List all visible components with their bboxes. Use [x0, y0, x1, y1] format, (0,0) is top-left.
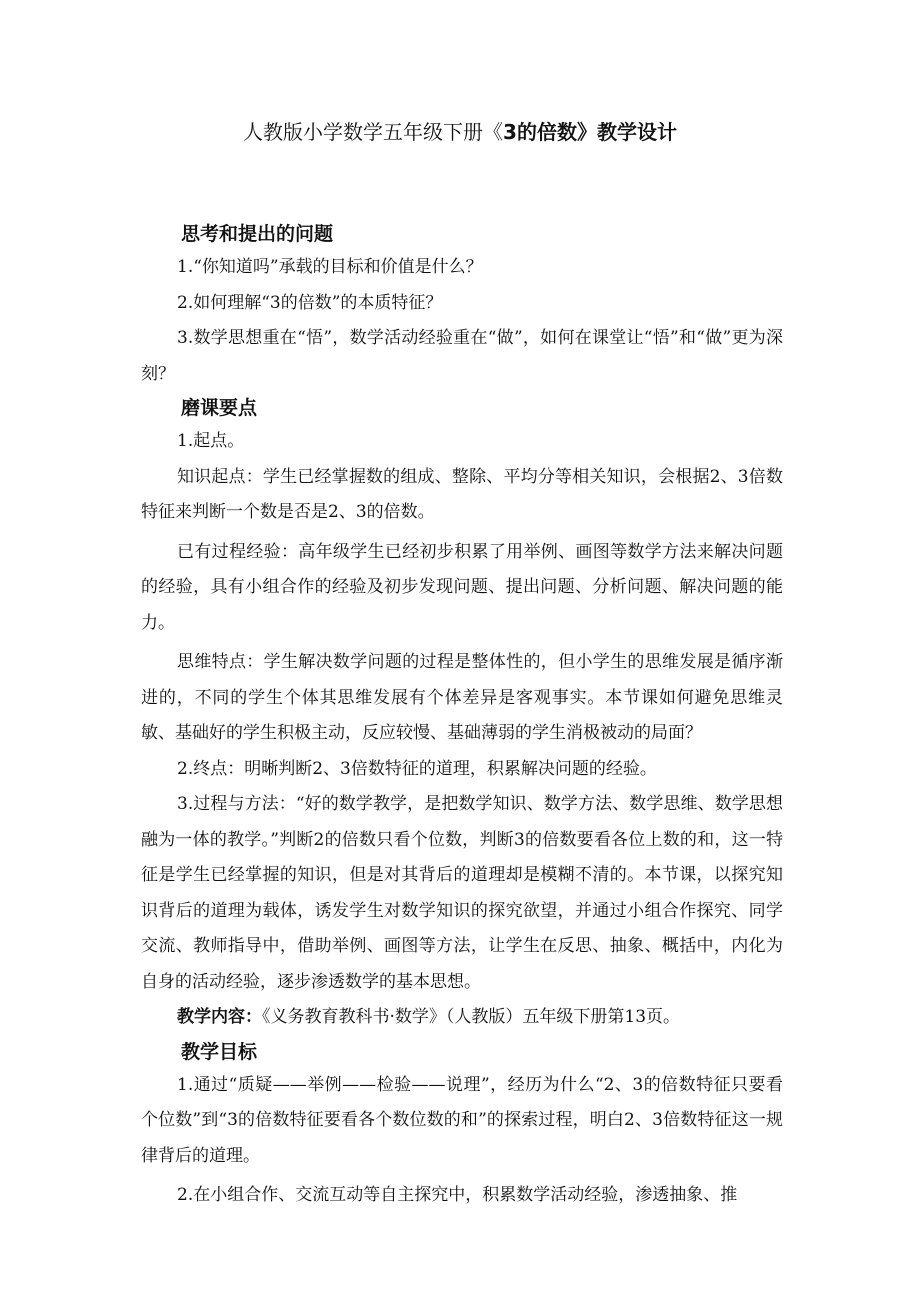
- question-3: 3.数学思想重在“悟”，数学活动经验重在“做”，如何在课堂让“悟”和“做”更为深刻？: [141, 328, 783, 384]
- point-3: 3.过程与方法：“好的数学教学，是把数学知识、数学方法、数学思维、数学思想融为一体的教学。”判断2的倍数只看个位数，判断3的倍数要看各位上数的和，这一特征是学生已经掌握的知识，但是对其背后的道理却是模糊不清的。本节课，以探究知识背后的道理为载体，诱发学生对数学知识的探究欲望，并通过小组合作探究、同学交流、教师指导中，借助举例、画图等方法，让学生在反思、抽象、概括中，内化为自身的活动经验，逐步渗透数学的基本思想。: [141, 794, 783, 992]
- title-prefix: 人教版小学数学五年级下册《: [243, 120, 504, 144]
- point-1-thinking: 思维特点：学生解决数学问题的过程是整体性的，但小学生的思维发展是循序渐进的，不同的学生个体其思维发展有个体差异是客观事实。本节课如何避免思维灵敏、基础好的学生积极主动，反应较慢、基础薄弱的学生消极被动的局面？: [141, 652, 783, 743]
- point-1-experience: 已有过程经验：高年级学生已经初步积累了用举例、画图等数学方法来解决问题的经验，具有小组合作的经验及初步发现问题、提出问题、分析问题、解决问题的能力。: [141, 541, 783, 633]
- section-heading-goals: 教学目标: [181, 1040, 258, 1063]
- section-heading-points: 磨课要点: [181, 397, 258, 419]
- goal-1: 1.通过“质疑——举例——检验——说理”，经历为什么“2、3的倍数特征只要看个位数”到“3的倍数特征要看各个数位数的和”的探索过程，明白2、3倍数特征这一规律背后的道理。: [141, 1074, 783, 1166]
- question-2: 2.如何理解“3的倍数”的本质特征？: [177, 292, 443, 313]
- section-heading-questions: 思考和提出的问题: [181, 223, 334, 245]
- question-1: 1.“你知道吗”承载的目标和价值是什么？: [177, 257, 483, 277]
- point-1-knowledge: 知识起点：学生已经掌握数的组成、整除、平均分等相关知识，会根据2、3倍数特征来判断一个数是否是2、3的倍数。: [141, 466, 783, 522]
- teaching-content-label: 教学内容：: [177, 1007, 262, 1027]
- point-1-label: 1.起点。: [177, 431, 245, 451]
- title-bold: 3的倍数》教学设计: [503, 120, 677, 144]
- teaching-content-text: 《义务教育教科书·数学》（人教版）五年级下册第13页。: [262, 1007, 681, 1027]
- goal-2: 2.在小组合作、交流互动等自主探究中，积累数学活动经验，渗透抽象、推: [177, 1185, 738, 1205]
- document-body: [141, 218, 783, 1214]
- point-2: 2.终点：明晰判断2、3倍数特征的道理，积累解决问题的经验。: [177, 758, 657, 779]
- document-title: [0, 118, 920, 146]
- teaching-content: [141, 1000, 783, 1036]
